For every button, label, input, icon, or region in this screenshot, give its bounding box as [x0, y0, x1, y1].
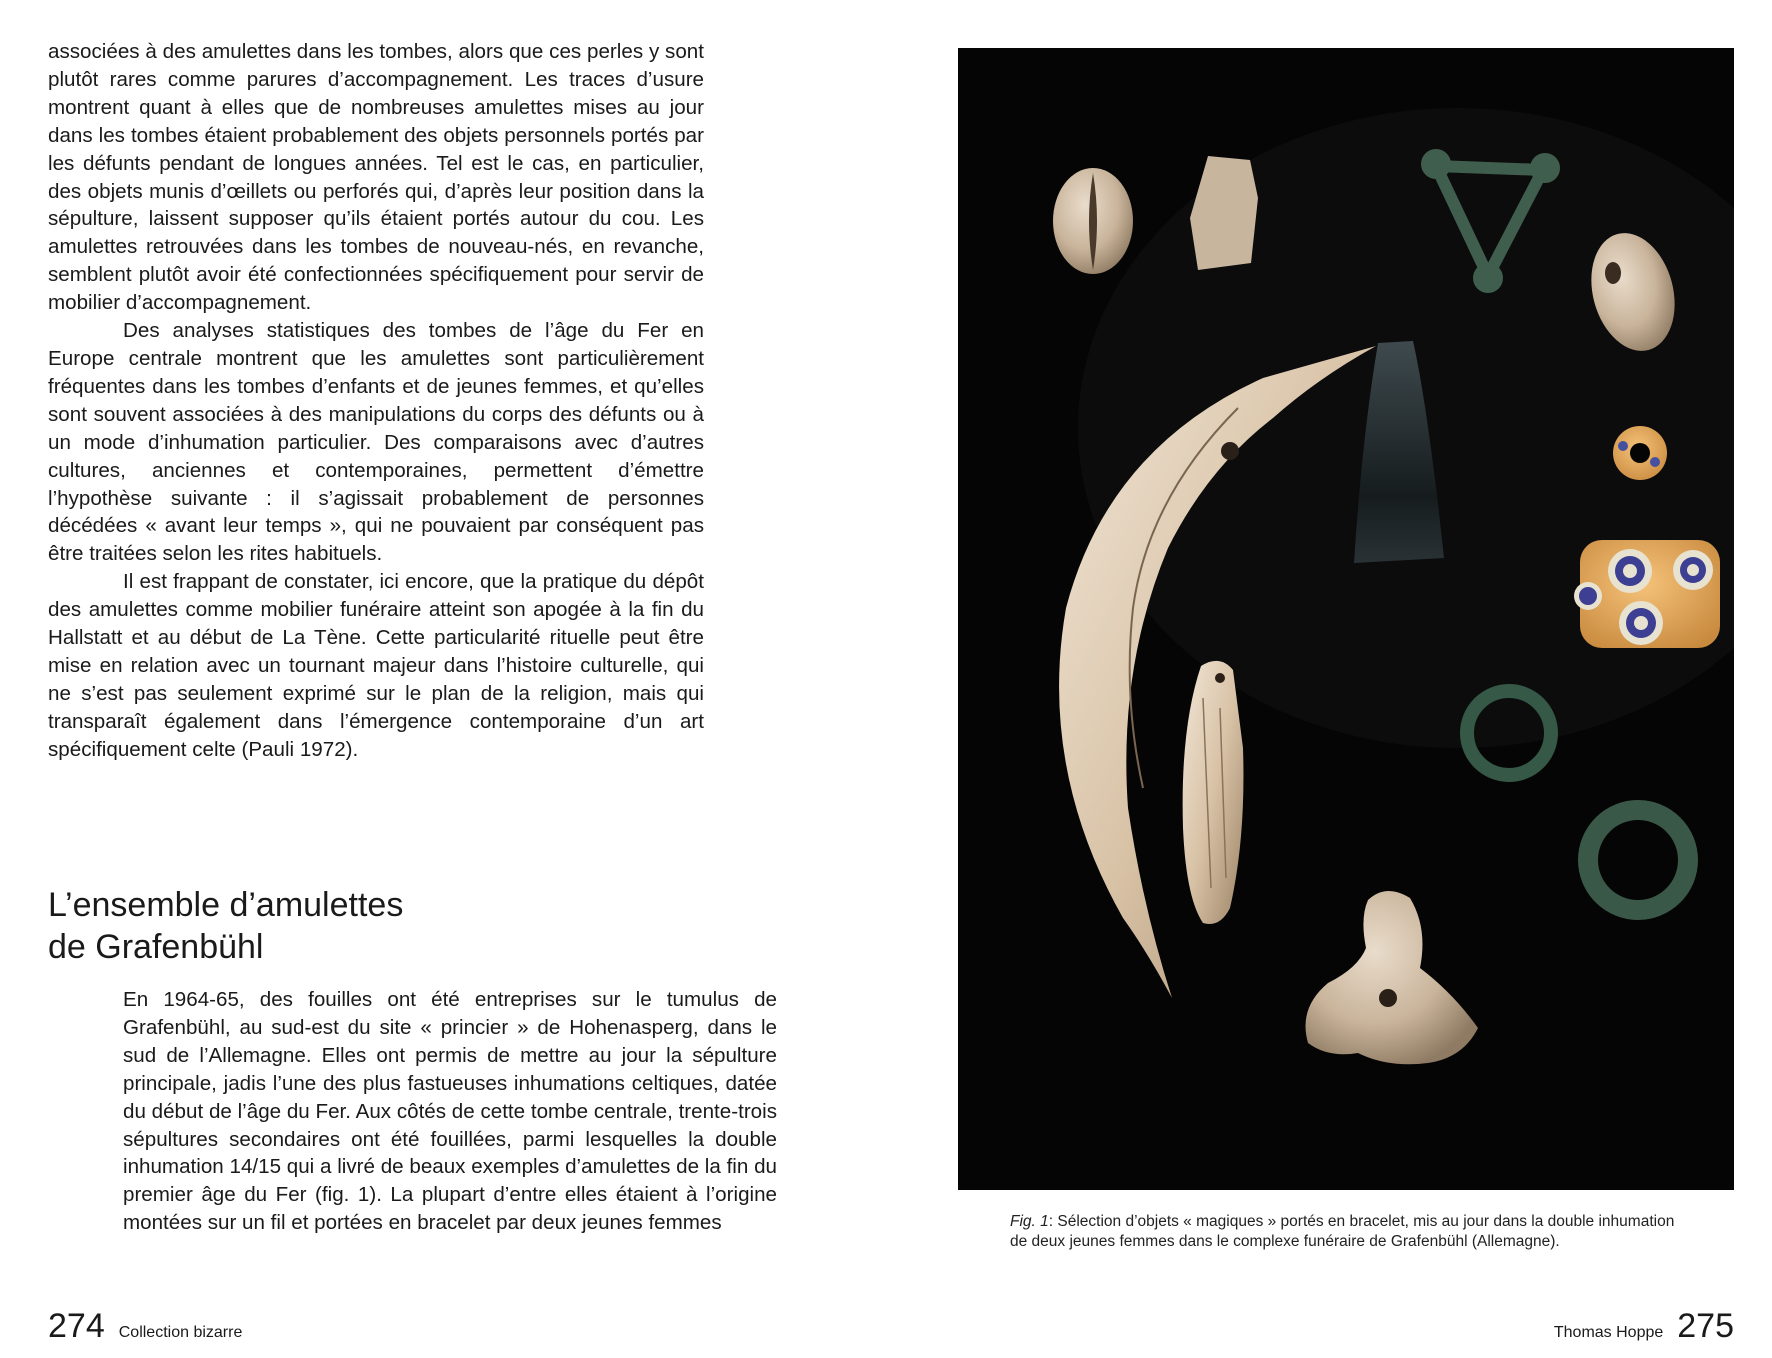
small-glass-bead — [1613, 426, 1667, 480]
page-number: 275 — [1677, 1307, 1734, 1345]
footer-left — [48, 1306, 242, 1346]
section-heading — [48, 884, 668, 968]
figure-label: Fig. 1 — [1010, 1213, 1049, 1230]
paragraph: Des analyses statistiques des tombes de l’âge du Fer en Europe centrale montrent que les amulettes sont particulièrement fréquentes dans les tombes d’enfants et de jeunes femmes, et qu’elles sont souvent associées à des manipulations du corps des défunts ou à un mode d’inhumation particulier. Des comparaisons avec d’autres cultures, anciennes et contemporaines, permettent d’émettre l’hypothèse suivante : il s’agissait probablement de personnes décédées « avant leur temps », qui ne pouvaient par conséquent pas être traitées selon les rites habituels. — [48, 319, 704, 566]
section-body — [123, 986, 777, 1237]
left-column-text — [48, 38, 704, 764]
running-head: Collection bizarre — [118, 1324, 243, 1341]
heading-line: de Grafenbühl — [48, 928, 264, 966]
paragraph: En 1964-65, des fouilles ont été entreprises sur le tumulus de Grafenbühl, au sud-est du site « princier » de Hohenasperg, dans le sud de l’Allemagne. Elles ont permis de mettre au jour la sépulture principale, jadis l’une des plus fastueuses inhumations celtiques, datée du début de l’âge du Fer. Aux côtés de cette tombe centrale, trente-trois sépultures secondaires ont été fouillées, parmi lesquelles la double inhumation 14/15 qui a livré de beaux exemples d’amulettes de la fin du premier âge du Fer (fig. 1). La plupart d’entre elles étaient à l’origine montées sur un fil et portées en bracelet par deux jeunes femmes — [123, 988, 777, 1235]
caption-text: : Sélection d’objets « magiques » portés en bracelet, mis au jour dans la double inhumation de deux jeunes femmes dans le complexe funéraire de Grafenbühl (Allemagne). — [1010, 1213, 1675, 1250]
amulets-illustration — [958, 48, 1734, 1190]
running-head: Thomas Hoppe — [1553, 1324, 1664, 1341]
footer-right — [1554, 1306, 1734, 1346]
page-number: 274 — [48, 1307, 105, 1345]
figure-caption — [1010, 1212, 1690, 1252]
eye-bead — [1574, 540, 1720, 648]
paragraph: Il est frappant de constater, ici encore, que la pratique du dépôt des amulettes comme mobilier funéraire atteint son apogée à la fin du Hallstatt et au début de La Tène. Cette particularité rituelle peut être mise en relation avec un tournant majeur dans l’histoire culturelle, qui ne s’est pas seulement exprimé sur le plan de la religion, mais qui transparaît également dans l’émergence contemporaine d’un art spécifiquement celte (Pauli 1972). — [48, 570, 704, 761]
paragraph: associées à des amulettes dans les tombes, alors que ces perles y sont plutôt rares comme parures d’accompagnement. Les traces d’usure montrent quant à elles que de nombreuses amulettes mises au jour dans les tombes étaient probablement des objets personnels portés par les défunts pendant de longues années. Tel est le cas, en particulier, des objets munis d’œillets ou perforés qui, d’après leur position dans la sépulture, laissent supposer qu’ils étaient portés autour du cou. Les amulettes retrouvées dans les tombes de nouveau-nés, en revanche, semblent plutôt avoir été confectionnées spécifiquement pour servir de mobilier d’accompagnement. — [48, 40, 704, 315]
heading-line: L’ensemble d’amulettes — [48, 886, 404, 924]
cowrie-shell — [1053, 168, 1133, 274]
amulets-photograph — [958, 48, 1734, 1190]
